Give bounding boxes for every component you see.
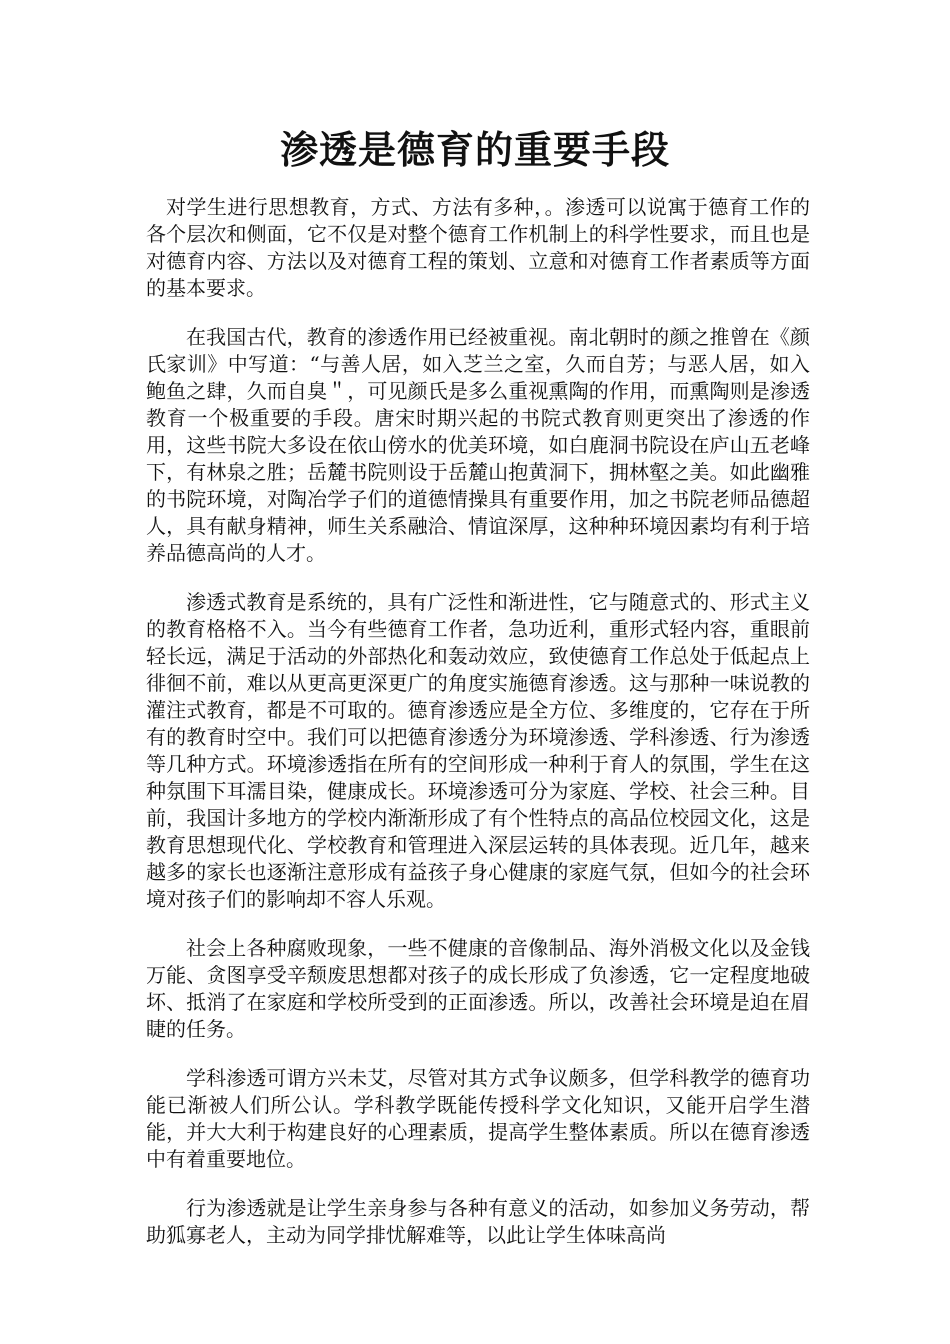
paragraph-subject-infiltration: 学科渗透可谓方兴未艾，尽管对其方式争议颇多，但学科教学的德育功能已渐被人们所公认。学科教学既能传授科学文化知识，又能开启学生潜能，并大大利于构建良好的心理素质，提高学生整体素质。所以在德育渗透中有着重要地位。: [146, 1066, 810, 1171]
paragraph-ancient-history: 在我国古代，教育的渗透作用已经被重视。南北朝时的颜之推曾在《颜氏家训》中写道：“与善人居，如入芝兰之室，久而自芳；与恶人居，如入鲍鱼之肆，久而自臭＂，可见颜氏是多么重视熏陶的作用，而熏陶则是渗透教育一个极重要的手段。唐宋时期兴起的书院式教育则更突出了渗透的作用，这些书院大多设在依山傍水的优美环境，如白鹿洞书院设在庐山五老峰下，有林泉之胜；岳麓书院则设于岳麓山抱黄洞下，拥林壑之美。如此幽雅的书院环境，对陶冶学子们的道德情操具有重要作用，加之书院老师品德超人，具有献身精神，师生关系融洽、情谊深厚，这种种环境因素均有利于培养品德高尚的人才。: [146, 325, 810, 565]
paragraph-systematic-education: 渗透式教育是系统的，具有广泛性和渐进性，它与随意式的、形式主义的教育格格不入。当今有些德育工作者，急功近利，重形式轻内容，重眼前轻长远，满足于活动的外部热化和轰动效应，致使德育工作总处于低起点上徘徊不前，难以从更高更深更广的角度实施德育渗透。这与那种一味说教的灌注式教育，都是不可取的。德育渗透应是全方位、多维度的，它存在于所有的教育时空中。我们可以把德育渗透分为环境渗透、学科渗透、行为渗透等几种方式。环境渗透指在所有的空间形成一种利于育人的氛围，学生在这种氛围下耳濡目染，健康成长。环境渗透可分为家庭、学校、社会三种。目前，我国计多地方的学校内渐渐形成了有个性特点的高品位校园文化，这是教育思想现代化、学校教育和管理进入深层运转的具体表现。近几年，越来越多的家长也逐渐注意形成有益孩子身心健康的家庭气氛，但如今的社会环境对孩子们的影响却不容人乐观。: [146, 590, 810, 911]
paragraph-social-environment: 社会上各种腐败现象，一些不健康的音像制品、海外消极文化以及金钱万能、贪图享受辛颓废思想都对孩子的成长形成了负渗透，它一定程度地破坏、抵消了在家庭和学校所受到的正面渗透。所以，改善社会环境是迫在眉睫的任务。: [146, 936, 810, 1041]
paragraph-intro: 对学生进行思想教育，方式、方法有多种，。渗透可以说寓于德育工作的各个层次和侧面，它不仅是对整个德育工作机制上的科学性要求，而且也是对德育内容、方法以及对德育工程的策划、立意和对德育工作者素质等方面的基本要求。: [146, 195, 810, 300]
document-body: [146, 194, 810, 1271]
paragraph-behavior-infiltration: 行为渗透就是让学生亲身参与各种有意义的活动，如参加义务劳动，帮助狐寡老人，主动为同学排忧解难等，以此让学生体味高尚: [146, 1196, 810, 1247]
document-title: 渗透是德育的重要手段: [279, 127, 670, 172]
